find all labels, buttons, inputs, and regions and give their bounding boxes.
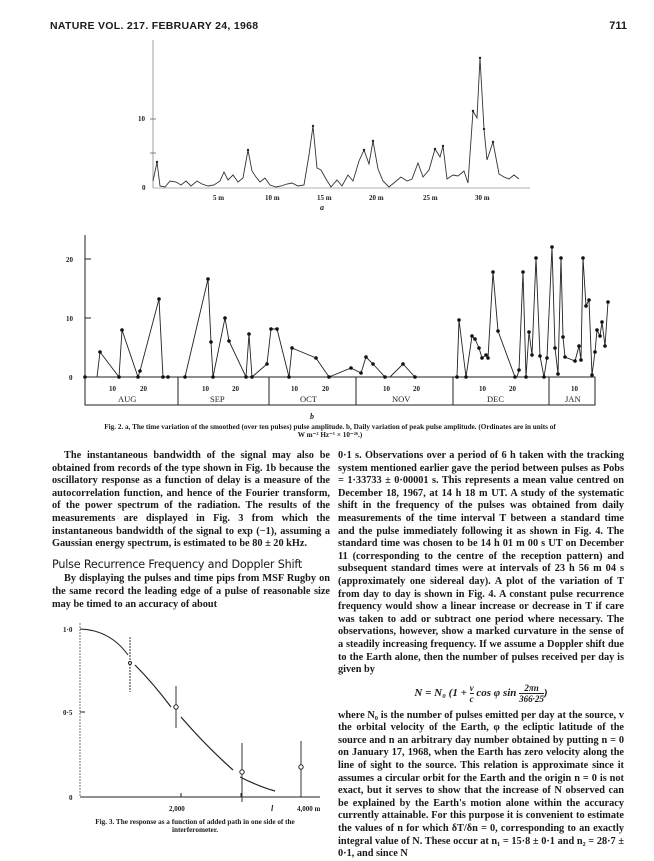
x-tick-5m: 5 m (213, 194, 225, 202)
y-tick-0: 0 (69, 794, 73, 802)
svg-text:20: 20 (322, 385, 329, 393)
left-paragraph-2: By displaying the pulses and time pips from MSF Rugby on the same record the leading edge of a pulse of reasonable size may be timed to an accuracy of about (52, 573, 330, 610)
svg-text:20: 20 (413, 385, 420, 393)
panel-label-b: b (310, 412, 314, 421)
figure-2-caption-line2: W m⁻² Hz⁻¹ × 10⁻²⁶.) (297, 431, 363, 439)
svg-text:10: 10 (202, 385, 209, 393)
svg-text:10: 10 (571, 385, 578, 393)
y-tick-20: 20 (66, 256, 73, 264)
panel-label-a: a (320, 203, 324, 212)
y-tick-10: 10 (138, 115, 145, 123)
figure-3-caption (60, 818, 330, 834)
amplitude-series (153, 58, 519, 187)
peak-amplitude-series (85, 247, 608, 377)
month-nov: NOV (392, 394, 411, 404)
month-sep: SEP (210, 394, 225, 404)
month-dec: DEC (487, 394, 504, 404)
figure-3-caption-line1: Fig. 3. The response as a function of added path in one side of the (95, 818, 295, 826)
month-jan: JAN (565, 394, 581, 404)
right-paragraph-2: where N₀ is the number of pulses emitted per day at the source, v the orbital velocity of the Earth, φ the ecliptic latitude of the source and n an arbitrary day number obtained by putting n = 0 on January 17, 1968, when the Earth has zero velocity along the line of sight to the source. This relation is approximate since it assumes a circular orbit for the Earth and the origin n = 0 is not exact, but it serves to show that the increase of N observed can be explained by the Earth's motion alone within the accuracy currently attainable. For this purpose it is convenient to estimate the values of n for which δT/δn = 0, corresponding to an exactly integral value of N. These occur at n₁ = 15·8 ± 0·1 and n₂ = 28·7 ± 0·1, and since N (338, 709, 624, 860)
figure-2-caption-line1: Fig. 2. a, The time variation of the smoothed (over ten pulses) pulse amplitude. b, Daily variation of peak pulse amplitude. (Ordinates are in units of (104, 423, 556, 431)
svg-text:20: 20 (509, 385, 516, 393)
x-tick-20m: 20 m (369, 194, 384, 202)
x-tick-4000m: 4,000 m (297, 805, 321, 813)
day-ticks (109, 385, 579, 393)
month-oct: OCT (300, 394, 317, 404)
figure-2a-chart (120, 40, 540, 210)
section-heading: Pulse Recurrence Frequency and Doppler Shift (52, 557, 303, 571)
x-tick-25m: 25 m (423, 194, 438, 202)
svg-text:20: 20 (140, 385, 147, 393)
error-bars (130, 637, 301, 802)
running-head: NATURE VOL. 217. FEBRUARY 24, 1968 (50, 20, 259, 32)
data-points (129, 662, 304, 775)
y-tick-10: 10 (66, 315, 73, 323)
doppler-equation: N = N₀ (1 + $\frac{v}{c}$ cos φ sin $\frac{2\pi n}{366\cdot 25}$ ) (414, 682, 548, 704)
page-number: 711 (609, 20, 627, 32)
y-tick-0: 0 (142, 184, 146, 192)
y-tick-1: 1·0 (63, 626, 73, 634)
y-tick-05: 0·5 (63, 709, 73, 717)
figure-3-chart (35, 615, 330, 813)
figure-3-caption-line2: interferometer. (171, 826, 219, 834)
x-tick-15m: 15 m (317, 194, 332, 202)
month-aug: AUG (118, 394, 137, 404)
x-tick-30m: 30 m (475, 194, 490, 202)
figure-2-caption (45, 423, 615, 439)
right-paragraph-1: 0·1 s. Observations over a period of 6 h taken with the tracking system mentioned earlier gave the period between pulses as Pobs = 1·33733 ± 0·00001 s. This represents a mean value centred on December 18, 1967, at 14 h 18 m UT. A study of the systematic shift in the frequency of the pulses was obtained from daily measurements of the time interval T between a standard time and the pulse immediately following it as shown in Fig. 4. The standard time was chosen to be 14 h 01 m 00 s UT on December 11 (corresponding to the centre of the reception pattern) and subsequent standard times were at intervals of 23 h 56 m 04 s (approximately one sidereal day). A plot of the variation of T from day to day is shown in Fig. 4. A constant pulse recurrence frequency would show a linear increase or decrease in T if care was taken to add or subtract one period where necessary. The observations, however, show a marked curvature in the sense of a steadily increasing frequency. If we assume a Doppler shift due to the Earth alone, then the number of pulses received per day is given by (338, 450, 624, 676)
month-axis-box (85, 377, 595, 405)
svg-text:20: 20 (232, 385, 239, 393)
svg-text:10: 10 (479, 385, 486, 393)
svg-text:10: 10 (383, 385, 390, 393)
x-label-l: l (271, 804, 274, 813)
month-labels (118, 394, 581, 404)
figure-2b-chart (55, 230, 615, 420)
y-tick-0: 0 (69, 374, 73, 382)
right-column (338, 450, 624, 861)
fitted-curve (80, 629, 128, 655)
svg-text:10: 10 (291, 385, 298, 393)
x-tick-10m: 10 m (265, 194, 280, 202)
svg-text:10: 10 (109, 385, 116, 393)
x-tick-2000: 2,000 (169, 805, 185, 813)
left-column (52, 450, 330, 611)
left-paragraph-1: The instantaneous bandwidth of the signal may also be obtained from records of the type shown in Fig. 1b because the oscillatory response as a function of delay is a measure of the autocorrelation function, and hence of the Fourier transform, of the power spectrum of the radiation. The results of the measurements are displayed in Fig. 3 from which the instantaneous bandwidth of the signal to exp (−1), assuming a Gaussian energy spectrum, is estimated to be 80 ± 20 kHz. (52, 450, 330, 550)
